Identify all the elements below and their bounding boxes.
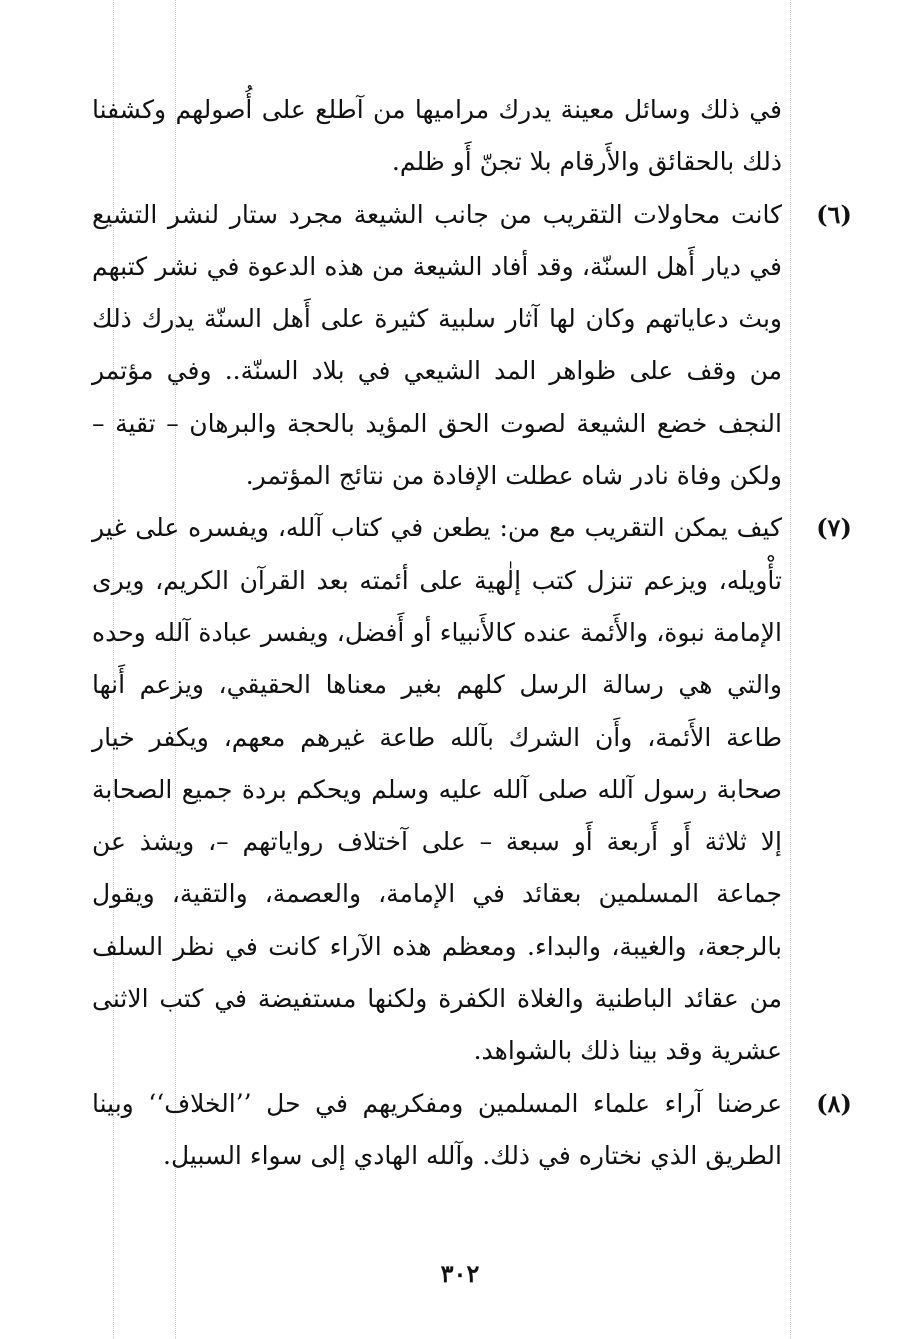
list-item-6 [92,189,852,503]
item-text: كانت محاولات التقريب من جانب الشيعة مجرد ستار لنشر التشيع في ديار أَهل السنّة، وقد أفاد الشيعة من هذه الدعوة في نشر كتبهم وبث دعاياتهم وكان لها آثار سلبية كثيرة على أَهل السنّة يدرك ذلك من وقف على ظواهر المد الشيعي في بلاد السنّة.. وفي مؤتمر النجف خضع الشيعة لصوت الحق المؤيد بالحجة والبرهان – تقية – ولكن وفاة نادر شاه عطلت الإفادة من نتائج المؤتمر. [92,199,782,491]
page-body [92,84,852,1182]
list-item-7 [92,502,852,1077]
item-number: (٦) [816,199,852,229]
item-text: كيف يمكن التقريب مع من: يطعن في كتاب آلله، ويفسره على غير تأْويله، ويزعم تنزل كتب إلٰهية على أئمته بعد القرآن الكريم، ويرى الإمامة نبوة، والأَئمة عنده كالأَنبياء أو أَفضل، ويفسر عبادة آلله وحده والتي هي رسالة الرسل كلهم بغير معناها الحقيقي، ويزعم أَنها طاعة الأَئمة، وأَن الشرك بآلله طاعة غيرهم معهم، ويكفر خيار صحابة رسول آلله صلى آلله عليه وسلم ويحكم بردة جميع الصحابة إلا ثلاثة أَو أَربعة أَو سبعة – على آختلاف رواياتهم –، ويشذ عن جماعة المسلمين بعقائد في الإمامة، والعصمة، والتقية، ويقول بالرجعة، والغيبة، والبداء. ومعظم هذه الآراء كانت في نظر السلف من عقائد الباطنية والغلاة الكفرة ولكنها مستفيضة في كتب الاثنى عشرية وقد بينا ذلك بالشواهد. [92,513,782,1066]
item-number: (٨) [816,1088,852,1118]
item-number: (٧) [816,513,852,543]
item-text: عرضنا آراء علماء المسلمين ومفكريهم في حل ’’الخلاف‘‘ وبينا الطريق الذي نختاره في ذلك. وآلله الهادي إلى سواء السبيل. [92,1088,782,1170]
scan-artifact-line [790,0,791,1339]
list-item-8 [92,1078,852,1183]
page-number: ٣٠٢ [440,1259,480,1288]
intro-paragraph: في ذلك وسائل معينة يدرك مراميها من آطلع على أُصولهم وكشفنا ذلك بالحقائق والأَرقام بلا تجنّ أَو ظلم. [92,95,782,177]
